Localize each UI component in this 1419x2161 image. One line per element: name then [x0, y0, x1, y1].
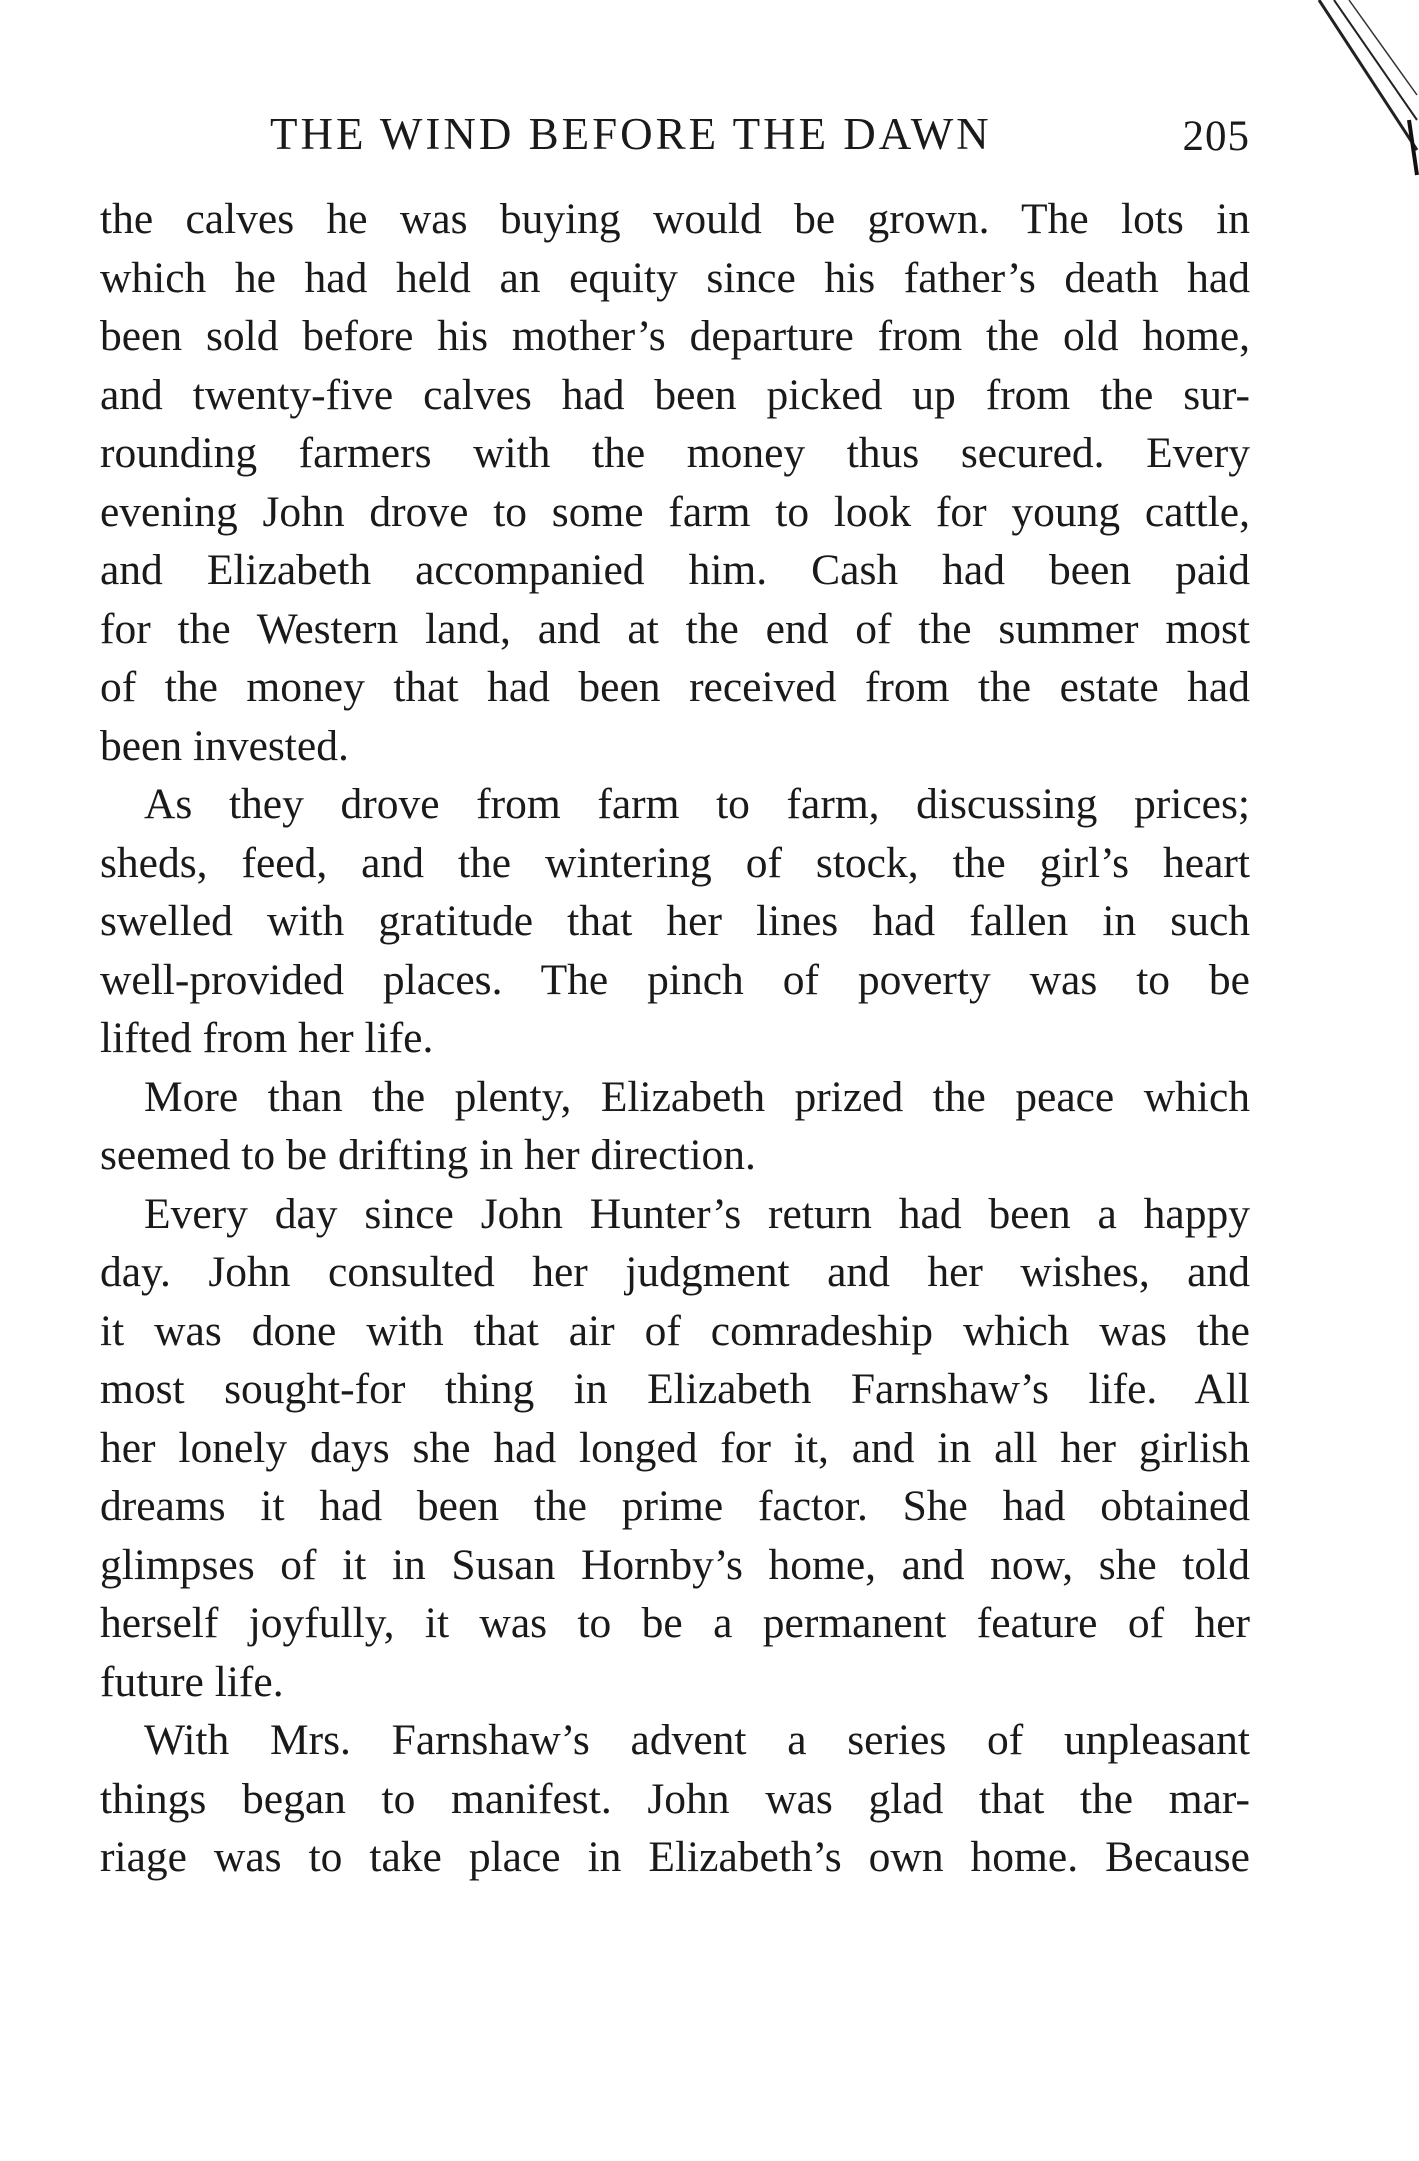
text-line: and Elizabeth accompanied him. Cash had been paid [100, 546, 1250, 594]
paragraph [100, 1185, 1250, 1712]
text-line: As they drove from farm to farm, discussing prices; [144, 780, 1250, 828]
running-head [100, 108, 1250, 168]
text-line: most sought-for thing in Elizabeth Farnshaw’s life. All [100, 1365, 1250, 1413]
text-line: lifted from her life. [100, 1014, 434, 1062]
text-line: future life. [100, 1657, 284, 1706]
text-line: sheds, feed, and the wintering of stock, the girl’s heart [100, 838, 1250, 887]
text-line: things began to manifest. John was glad that the mar- [100, 1774, 1250, 1823]
text-line: glimpses of it in Susan Hornby’s home, and now, she told [100, 1540, 1250, 1589]
text-line: More than the plenty, Elizabeth prized the peace which [144, 1072, 1250, 1121]
page-number: 205 [1182, 113, 1250, 160]
body-text [100, 190, 1250, 1887]
text-line: which he had held an equity since his father’s death had [100, 253, 1250, 302]
paragraph [100, 1711, 1250, 1887]
text-line: herself joyfully, it was to be a permanent feature of her [100, 1599, 1250, 1647]
text-line: the calves he was buying would be grown. The lots in [100, 195, 1250, 243]
text-line: With Mrs. Farnshaw’s advent a series of unpleasant [144, 1716, 1250, 1764]
text-line: swelled with gratitude that her lines had fallen in such [100, 897, 1250, 945]
text-line: and twenty-five calves had been picked up from the sur- [100, 370, 1250, 419]
text-line: of the money that had been received from the estate had [100, 663, 1250, 711]
text-line: Every day since John Hunter’s return had been a happy [144, 1189, 1250, 1238]
paragraph [100, 775, 1250, 1068]
text-line: for the Western land, and at the end of the summer most [100, 604, 1250, 653]
text-line: been sold before his mother’s departure from the old home, [100, 312, 1250, 360]
text-line: evening John drove to some farm to look for young cattle, [100, 487, 1250, 536]
text-line: dreams it had been the prime factor. She had obtained [100, 1482, 1250, 1530]
text-line: seemed to be drifting in her direction. [100, 1131, 756, 1179]
text-line: well-provided places. The pinch of poverty was to be [100, 955, 1250, 1004]
page-corner-mark [1299, 0, 1419, 180]
paragraph [100, 1068, 1250, 1185]
paragraph [100, 190, 1250, 775]
running-title: THE WIND BEFORE THE DAWN [270, 109, 992, 159]
text-line: rounding farmers with the money thus secured. Every [100, 429, 1250, 477]
text-line: day. John consulted her judgment and her wishes, and [100, 1248, 1250, 1296]
text-line: it was done with that air of comradeship which was the [100, 1306, 1250, 1355]
text-line: her lonely days she had longed for it, and in all her girlish [100, 1423, 1250, 1472]
text-line: been invested. [100, 721, 349, 770]
text-line: riage was to take place in Elizabeth’s own home. Because [100, 1833, 1250, 1881]
